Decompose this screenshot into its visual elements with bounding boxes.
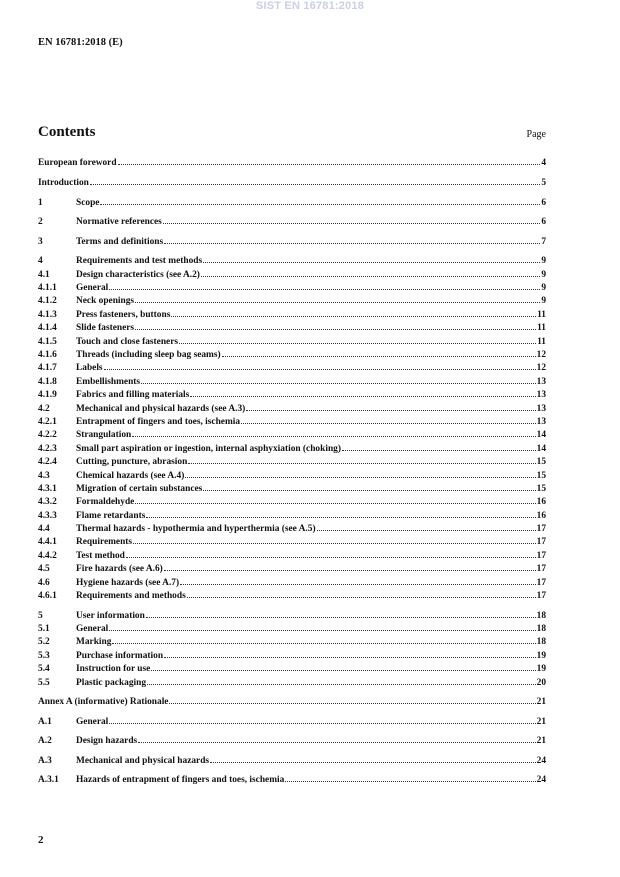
toc-entry-number: 4.2 — [38, 403, 50, 414]
toc-entry[interactable] — [38, 647, 546, 660]
toc-entry[interactable] — [38, 561, 546, 574]
toc-entry[interactable] — [38, 607, 546, 620]
toc-entry-number: 4.4 — [38, 524, 50, 535]
toc-entry-text — [38, 296, 546, 306]
toc-entry[interactable] — [38, 306, 546, 319]
toc-entry-page: 13 — [536, 416, 546, 427]
toc-entry-text — [38, 637, 546, 647]
toc-entry[interactable] — [38, 155, 546, 168]
toc-leader-dots — [210, 762, 536, 763]
toc-entry-title: Purchase information — [76, 650, 164, 661]
toc-leader-dots — [164, 657, 536, 658]
toc-entry-page: 12 — [536, 350, 546, 361]
toc-leader-dots — [342, 450, 536, 451]
toc-entry-text — [38, 736, 546, 746]
toc-leader-dots — [126, 557, 536, 558]
toc-entry[interactable] — [38, 634, 546, 647]
toc-entry-title: Scope — [76, 197, 100, 208]
toc-leader-dots — [109, 289, 540, 290]
toc-entry-number: A.2 — [38, 736, 52, 747]
toc-entry-title: Hygiene hazards (see A.7) — [76, 577, 180, 588]
toc-entry-page: 13 — [536, 390, 546, 401]
toc-entry-title: User information — [76, 610, 145, 621]
toc-leader-dots — [222, 356, 536, 357]
toc-entry-number: A.1 — [38, 716, 52, 727]
toc-entry-title: Hazards of entrapment of fingers and toes, ischemia — [76, 775, 285, 786]
toc-entry-title: Design hazards — [76, 736, 138, 747]
toc-entry-page: 20 — [536, 677, 546, 688]
toc-entry-title: General — [76, 624, 109, 635]
toc-entry-title: Requirements and methods — [76, 591, 186, 602]
toc-entry-text — [38, 578, 546, 588]
toc-leader-dots — [90, 184, 540, 185]
toc-entry[interactable] — [38, 320, 546, 333]
toc-entry-page: 11 — [537, 336, 546, 347]
toc-leader-dots — [112, 643, 535, 644]
toc-entry-number: 4.1.9 — [38, 390, 57, 401]
toc-entry-page: 9 — [541, 296, 546, 307]
toc-entry-title: Touch and close fasteners — [76, 336, 179, 347]
toc-entry-title: European foreword — [38, 158, 117, 169]
toc-entry-number: 4.3.3 — [38, 510, 57, 521]
toc-entry-page: 17 — [536, 577, 546, 588]
toc-entry-title: Press fasteners, buttons — [76, 309, 171, 320]
toc-entry-title: Instruction for use — [76, 664, 151, 675]
toc-entry-number: 4.1.1 — [38, 283, 57, 294]
toc-entry-number: 4.2.3 — [38, 443, 57, 454]
toc-leader-dots — [151, 670, 535, 671]
toc-entry-number: 3 — [38, 236, 43, 247]
toc-entry[interactable] — [38, 534, 546, 547]
toc-entry-title: Marking — [76, 637, 112, 648]
toc-entry[interactable] — [38, 661, 546, 674]
toc-leader-dots — [132, 436, 535, 437]
toc-leader-dots — [179, 343, 536, 344]
toc-leader-dots — [169, 703, 535, 704]
toc-entry[interactable] — [38, 574, 546, 587]
toc-entry[interactable] — [38, 360, 546, 373]
toc-entry-title: Slide fasteners — [76, 323, 135, 334]
toc-entry-page: 17 — [536, 537, 546, 548]
document-id: EN 16781:2018 (E) — [38, 37, 123, 48]
toc-entry-page: 24 — [536, 775, 546, 786]
toc-entry-page: 18 — [536, 637, 546, 648]
toc-entry[interactable] — [38, 753, 546, 766]
toc-entry-number: 5.2 — [38, 637, 50, 648]
toc-entry-title: Requirements and test methods — [76, 256, 203, 267]
toc-entry[interactable] — [38, 387, 546, 400]
toc-entry-text — [38, 417, 546, 427]
toc-leader-dots — [285, 781, 535, 782]
toc-entry-number: 4.1.8 — [38, 376, 57, 387]
toc-entry-number: 4.2.4 — [38, 457, 57, 468]
contents-title: Contents — [38, 124, 96, 140]
toc-entry-page: 18 — [536, 624, 546, 635]
toc-entry[interactable] — [38, 454, 546, 467]
toc-entry-title: Migration of certain substances — [76, 483, 203, 494]
toc-entry-text — [38, 471, 546, 481]
toc-entry-number: 4.5 — [38, 564, 50, 575]
toc-entry-text — [38, 310, 546, 320]
toc-entry-text — [38, 178, 546, 188]
toc-entry-title: Chemical hazards (see A.4) — [76, 470, 185, 481]
toc-entry-text — [38, 457, 546, 467]
toc-entry-text — [38, 624, 546, 634]
toc-entry-number: 1 — [38, 197, 43, 208]
toc-entry-page: 18 — [536, 610, 546, 621]
toc-entry[interactable] — [38, 347, 546, 360]
toc-entry-number: 5.1 — [38, 624, 50, 635]
toc-entry[interactable] — [38, 674, 546, 687]
toc-entry-page: 15 — [536, 470, 546, 481]
toc-entry[interactable] — [38, 521, 546, 534]
toc-entry-title: Entrapment of fingers and toes, ischemia — [76, 416, 241, 427]
toc-entry-number: 4.1.4 — [38, 323, 57, 334]
toc-entry-page: 13 — [536, 376, 546, 387]
toc-entry-text — [38, 323, 546, 333]
toc-entry-text — [38, 350, 546, 360]
toc-entry-title: Flame retardants — [76, 510, 146, 521]
toc-entry[interactable] — [38, 467, 546, 480]
toc-entry[interactable] — [38, 621, 546, 634]
toc-entry-text — [38, 524, 546, 534]
toc-entry-number: 4.1.7 — [38, 363, 57, 374]
toc-entry-number: 4 — [38, 256, 43, 267]
toc-entry-number: 4.6 — [38, 577, 50, 588]
toc-entry[interactable] — [38, 414, 546, 427]
toc-entry-page: 6 — [541, 197, 546, 208]
toc-entry-page: 5 — [541, 177, 546, 188]
toc-entry-page: 15 — [536, 457, 546, 468]
toc-leader-dots — [135, 329, 536, 330]
page-column-label: Page — [526, 129, 546, 140]
toc-entry-text — [38, 256, 546, 266]
toc-entry-text — [38, 591, 546, 601]
toc-entry-text — [38, 237, 546, 247]
toc-entry[interactable] — [38, 494, 546, 507]
toc-entry-page: 9 — [541, 269, 546, 280]
toc-entry-text — [38, 270, 546, 280]
toc-leader-dots — [180, 584, 536, 585]
toc-entry-page: 16 — [536, 510, 546, 521]
toc-entry-text — [38, 337, 546, 347]
toc-entry-title: Normative references — [76, 217, 162, 228]
toc-entry-title: Terms and definitions — [76, 236, 164, 247]
toc-entry-page: 13 — [536, 403, 546, 414]
toc-entry-text — [38, 377, 546, 387]
toc-entry-number: A.3 — [38, 755, 52, 766]
toc-leader-dots — [164, 243, 540, 244]
toc-leader-dots — [163, 223, 541, 224]
toc-entry[interactable] — [38, 400, 546, 413]
toc-entry-number: 4.3.2 — [38, 497, 57, 508]
toc-leader-dots — [118, 164, 541, 165]
toc-entry-text — [38, 717, 546, 727]
toc-entry-page: 7 — [541, 236, 546, 247]
toc-entry-title: Formaldehyde — [76, 497, 135, 508]
toc-entry-page: 9 — [541, 283, 546, 294]
toc-entry-title: Cutting, puncture, abrasion — [76, 457, 188, 468]
toc-leader-dots — [187, 597, 536, 598]
toc-entry-title: Mechanical and physical hazards — [76, 755, 210, 766]
toc-entry-page: 15 — [536, 483, 546, 494]
toc-entry-title: Design characteristics (see A.2) — [76, 269, 200, 280]
toc-leader-dots — [171, 316, 536, 317]
toc-entry[interactable] — [38, 333, 546, 346]
toc-entry-text — [38, 497, 546, 507]
toc-leader-dots — [185, 477, 535, 478]
toc-entry[interactable] — [38, 194, 546, 207]
toc-leader-dots — [146, 617, 536, 618]
toc-entry-page: 21 — [536, 716, 546, 727]
toc-entry-number: 4.3.1 — [38, 483, 57, 494]
toc-entry-page: 11 — [537, 323, 546, 334]
toc-leader-dots — [201, 276, 540, 277]
toc-entry[interactable] — [38, 588, 546, 601]
toc-leader-dots — [317, 530, 536, 531]
toc-entry[interactable] — [38, 772, 546, 785]
toc-entry-text — [38, 511, 546, 521]
toc-entry[interactable] — [38, 427, 546, 440]
toc-leader-dots — [203, 262, 540, 263]
toc-leader-dots — [188, 463, 535, 464]
toc-entry-page: 4 — [541, 158, 546, 169]
toc-entry-title: Annex A (informative) Rationale — [38, 697, 169, 708]
toc-entry-number: 2 — [38, 217, 43, 228]
toc-entry-number: 4.1.3 — [38, 309, 57, 320]
toc-leader-dots — [246, 410, 535, 411]
toc-entry[interactable] — [38, 547, 546, 560]
toc-entry[interactable] — [38, 733, 546, 746]
toc-entry-title: Test method — [76, 550, 125, 561]
toc-leader-dots — [241, 423, 536, 424]
toc-leader-dots — [133, 543, 536, 544]
toc-entry-page: 21 — [536, 697, 546, 708]
toc-entry-text — [38, 198, 546, 208]
toc-entry-text — [38, 537, 546, 547]
toc-entry-text — [38, 775, 546, 785]
toc-entry-title: Strangulation — [76, 430, 132, 441]
toc-entry-title: Mechanical and physical hazards (see A.3) — [76, 403, 246, 414]
toc-entry-text — [38, 678, 546, 688]
toc-entry-text — [38, 430, 546, 440]
toc-entry-number: 4.3 — [38, 470, 50, 481]
toc-leader-dots — [203, 490, 535, 491]
toc-entry[interactable] — [38, 253, 546, 266]
toc-entry-page: 17 — [536, 564, 546, 575]
toc-entry-number: 5.5 — [38, 677, 50, 688]
toc-entry-number: 5 — [38, 610, 43, 621]
toc-entry-number: 5.3 — [38, 650, 50, 661]
toc-entry-text — [38, 697, 546, 707]
toc-leader-dots — [135, 503, 535, 504]
toc-entry-page: 17 — [536, 524, 546, 535]
toc-entry[interactable] — [38, 440, 546, 453]
toc-entry-title: Neck openings — [76, 296, 135, 307]
toc-leader-dots — [190, 396, 535, 397]
toc-entry-text — [38, 551, 546, 561]
toc-entry-title: Requirements — [76, 537, 133, 548]
toc-entry-page: 16 — [536, 497, 546, 508]
toc-entry-text — [38, 283, 546, 293]
toc-entry[interactable] — [38, 233, 546, 246]
toc-leader-dots — [100, 204, 540, 205]
toc-leader-dots — [109, 723, 535, 724]
page-number: 2 — [38, 834, 44, 846]
toc-entry-text — [38, 444, 546, 454]
toc-entry-title: General — [76, 716, 109, 727]
toc-leader-dots — [141, 383, 536, 384]
toc-entry-title: Small part aspiration or ingestion, internal asphyxiation (choking) — [76, 443, 341, 454]
toc-entry-title: Fire hazards (see A.6) — [76, 564, 163, 575]
toc-entry-title: Plastic packaging — [76, 677, 147, 688]
table-of-contents — [38, 155, 546, 785]
toc-entry-page: 17 — [536, 550, 546, 561]
toc-leader-dots — [109, 630, 535, 631]
toc-entry-number: A.3.1 — [38, 775, 59, 786]
toc-entry-text — [38, 611, 546, 621]
toc-entry-page: 14 — [536, 443, 546, 454]
toc-leader-dots — [135, 302, 540, 303]
toc-entry[interactable] — [38, 280, 546, 293]
toc-entry-page: 11 — [537, 309, 546, 320]
toc-entry-number: 4.1.6 — [38, 350, 57, 361]
toc-entry-page: 17 — [536, 591, 546, 602]
toc-entry-text — [38, 664, 546, 674]
toc-leader-dots — [138, 742, 535, 743]
toc-entry[interactable] — [38, 713, 546, 726]
toc-entry-page: 19 — [536, 650, 546, 661]
toc-entry-number: 4.6.1 — [38, 591, 57, 602]
toc-entry-page: 24 — [536, 755, 546, 766]
toc-entry-number: 4.4.1 — [38, 537, 57, 548]
toc-entry[interactable] — [38, 175, 546, 188]
toc-entry-title: Thermal hazards - hypothermia and hyperthermia (see A.5) — [76, 524, 316, 535]
toc-entry-page: 12 — [536, 363, 546, 374]
toc-entry[interactable] — [38, 373, 546, 386]
toc-entry[interactable] — [38, 293, 546, 306]
toc-entry-page: 6 — [541, 217, 546, 228]
toc-entry-page: 14 — [536, 430, 546, 441]
toc-entry-title: Introduction — [38, 177, 89, 188]
toc-entry[interactable] — [38, 266, 546, 279]
toc-leader-dots — [164, 570, 536, 571]
watermark: SIST EN 16781:2018 — [255, 0, 365, 12]
toc-entry-title: Threads (including sleep bag seams) — [76, 350, 221, 361]
toc-entry[interactable] — [38, 214, 546, 227]
toc-entry-number: 4.4.2 — [38, 550, 57, 561]
toc-entry-text — [38, 564, 546, 574]
toc-entry-title: Labels — [76, 363, 103, 374]
toc-entry-number: 4.1.2 — [38, 296, 57, 307]
toc-entry-title: Embellishments — [76, 376, 141, 387]
toc-entry-number: 4.1 — [38, 269, 50, 280]
toc-entry[interactable] — [38, 507, 546, 520]
toc-entry-page: 21 — [536, 736, 546, 747]
toc-entry-number: 4.1.5 — [38, 336, 57, 347]
toc-entry[interactable] — [38, 481, 546, 494]
toc-leader-dots — [104, 369, 536, 370]
toc-leader-dots — [147, 684, 536, 685]
toc-entry-title: General — [76, 283, 109, 294]
toc-entry-page: 9 — [541, 256, 546, 267]
toc-entry-number: 5.4 — [38, 664, 50, 675]
toc-entry-text — [38, 404, 546, 414]
toc-entry-number: 4.2.1 — [38, 416, 57, 427]
toc-entry-text — [38, 217, 546, 227]
toc-entry-text — [38, 484, 546, 494]
toc-entry-text — [38, 363, 546, 373]
toc-entry-page: 19 — [536, 664, 546, 675]
toc-entry[interactable] — [38, 694, 546, 707]
toc-entry-text — [38, 390, 546, 400]
toc-leader-dots — [146, 517, 535, 518]
toc-entry-number: 4.2.2 — [38, 430, 57, 441]
toc-entry-text — [38, 756, 546, 766]
toc-entry-text — [38, 651, 546, 661]
toc-entry-title: Fabrics and filling materials — [76, 390, 190, 401]
toc-entry-text — [38, 158, 546, 168]
